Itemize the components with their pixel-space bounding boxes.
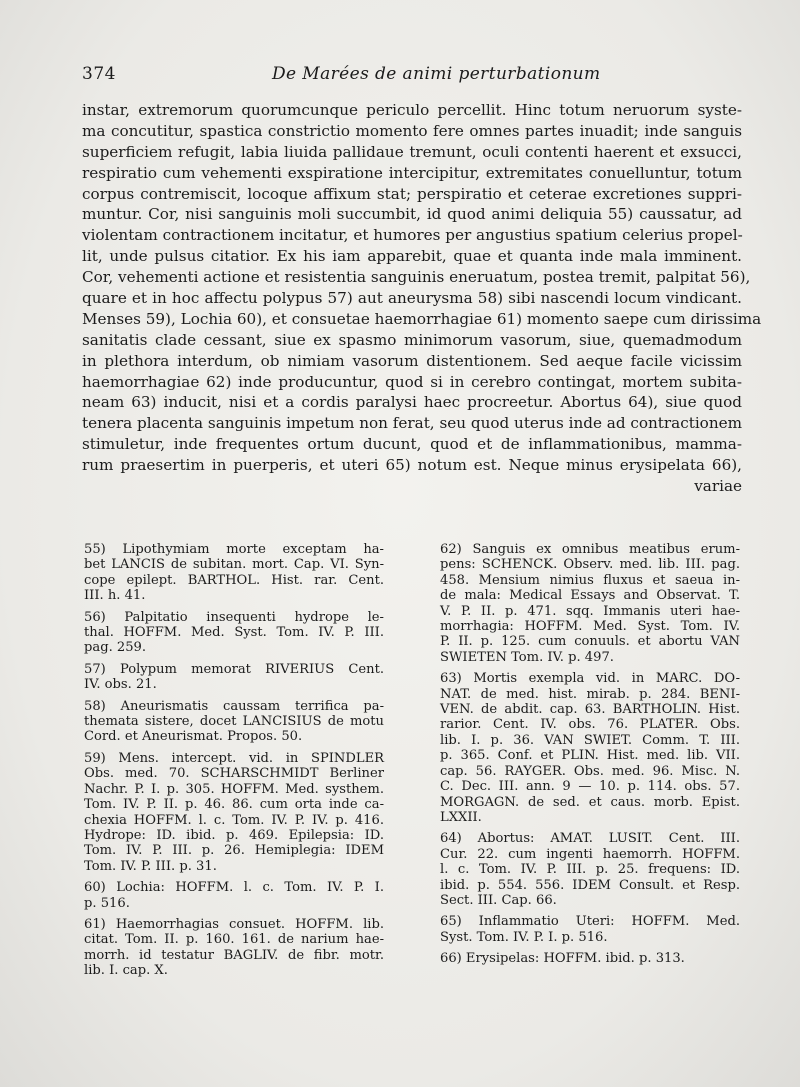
footnote-line: 59) Mens. intercept. vid. in SPINDLER [84, 750, 384, 766]
footnote-line: Syst. Tom. IV. P. I. p. 516. [440, 929, 608, 945]
footnote-line: C. Dec. III. ann. 9 — 10. p. 114. obs. 57. [440, 779, 740, 795]
footnote [440, 951, 740, 966]
footnotes-right-column [440, 542, 740, 973]
footnote-line: Cur. 22. cum ingenti haemorrh. HOFFM. [440, 846, 740, 862]
footnote [84, 662, 384, 693]
footnote-line: 55) Lipothymiam morte exceptam ha- [84, 542, 384, 557]
footnote-line: de mala: Medical Essays and Observat. T. [440, 588, 740, 604]
footnote-line: p. 365. Conf. et PLIN. Hist. med. lib. VII. [440, 748, 740, 764]
footnote-line: Cord. et Aneurismat. Propos. 50. [84, 729, 303, 745]
text-line: sanitatis clade cessant, siue ex spasmo minimorum vasorum, siue, quemadmodum [82, 330, 742, 349]
text-line: stimuletur, inde frequentes ortum ducunt, quod et de inflammationibus, mamma- [82, 435, 742, 454]
footnote-line: LXXII. [440, 809, 482, 825]
footnote-line: l. c. Tom. IV. P. III. p. 25. frequens: ID. [440, 862, 740, 878]
footnote-line: p. 516. [84, 895, 130, 911]
text-line: rum praesertim in puerperis, et uteri 65) notum est. Neque minus erysipelata 66), [82, 456, 742, 475]
text-line: quare et in hoc affectu polypus 57) aut aneurysma 58) sibi nascendi locum vindicant. [82, 289, 742, 308]
footnote-line: 66) Erysipelas: HOFFM. ibid. p. 313. [440, 951, 685, 967]
main-text [82, 100, 762, 497]
text-line: lit, unde pulsus citatior. Ex his iam apparebit, quae et quanta inde mala imminent. [82, 247, 742, 266]
footnote-line: P. II. p. 125. cum conuuls. et abortu VAN [440, 634, 740, 650]
text-line: violentam contractionem incitatur, et humores per angustius spatium celerius propel- [82, 226, 743, 245]
footnote-line: V. P. II. p. 471. sqq. Immanis uteri hae- [440, 603, 740, 619]
footnote-line: lib. I. p. 36. VAN SWIET. Comm. T. III. [440, 732, 740, 748]
text-line: tenera placenta sanguinis impetum non ferat, seu quod uterus inde ad contractionem [82, 414, 742, 433]
running-head [82, 64, 742, 88]
footnote-line: 64) Abortus: AMAT. LUSIT. Cent. III. [440, 831, 740, 847]
footnote-line: chexia HOFFM. l. c. Tom. IV. P. IV. p. 416. [84, 812, 384, 828]
footnote-line: themata sistere, docet LANCISIUS de motu [84, 714, 384, 730]
footnote-line: VEN. de abdit. cap. 63. BARTHOLIN. Hist. [440, 702, 740, 718]
footnote-line: Tom. IV. P. III. p. 31. [84, 858, 217, 874]
footnote-line: thal. HOFFM. Med. Syst. Tom. IV. P. III. [84, 625, 384, 641]
footnote-line: 57) Polypum memorat RIVERIUS Cent. [84, 661, 384, 677]
footnote-line: MORGAGN. de sed. et caus. morb. Epist. [440, 794, 740, 810]
footnote-line: morrh. id testatur BAGLIV. de fibr. motr. [84, 947, 384, 963]
footnote [440, 671, 740, 825]
footnote-line: cope epilept. BARTHOL. Hist. rar. Cent. [84, 572, 384, 588]
footnote-line: cap. 56. RAYGER. Obs. med. 96. Misc. N. [440, 763, 740, 779]
text-line: neam 63) inducit, nisi et a cordis paralysi haec procreetur. Abortus 64), siue quod [82, 393, 742, 412]
footnote-line: 60) Lochia: HOFFM. l. c. Tom. IV. P. I. [84, 880, 384, 896]
footnote-line: Tom. IV. P. II. p. 46. 86. cum orta inde ca- [84, 797, 384, 813]
text-line: superficiem refugit, labia liuida pallidaue tremunt, oculi contenti haerent et exsucci, [82, 142, 742, 161]
footnote [440, 914, 740, 945]
footnote-line: 458. Mensium nimius fluxus et saeua in- [440, 572, 740, 588]
footnote-line: pens: SCHENCK. Observ. med. lib. III. pag. [440, 557, 740, 573]
footnote [84, 751, 384, 874]
footnote-line: 65) Inflammatio Uteri: HOFFM. Med. [440, 914, 740, 930]
footnote-line: Obs. med. 70. SCHARSCHMIDT Berliner [84, 766, 384, 782]
footnote-line: 63) Mortis exempla vid. in MARC. DO- [440, 671, 740, 687]
text-line: in plethora interdum, ob nimiam vasorum distentionem. Sed aeque facile vicissim [82, 351, 742, 370]
page-number: 374 [82, 64, 116, 84]
footnote-line: lib. I. cap. X. [84, 963, 168, 979]
footnote-line: 62) Sanguis ex omnibus meatibus erum- [440, 542, 740, 557]
footnote-line: IV. obs. 21. [84, 677, 157, 693]
text-line: instar, extremorum quorumcunque periculo percellit. Hinc totum neruorum syste- [82, 101, 742, 119]
footnote [84, 880, 384, 911]
text-line: ma concutitur, spastica constrictio momento fere omnes partes inuadit; inde sanguis [82, 121, 742, 140]
footnote [84, 699, 384, 745]
footnote-line: SWIETEN Tom. IV. p. 497. [440, 649, 614, 665]
footnote-line: Tom. IV. P. III. p. 26. Hemiplegia: IDEM [84, 843, 384, 859]
text-line: Cor, vehementi actione et resistentia sanguinis eneruatum, postea tremit, palpitat 56), [82, 268, 751, 287]
footnote-line: III. h. 41. [84, 588, 146, 604]
footnote [84, 610, 384, 656]
footnote-line: 61) Haemorrhagias consuet. HOFFM. lib. [84, 916, 384, 932]
footnote-line: 56) Palpitatio insequenti hydrope le- [84, 609, 384, 625]
footnote-line: ibid. p. 554. 556. IDEM Consult. et Resp. [440, 877, 740, 893]
footnote-line: Hydrope: ID. ibid. p. 469. Epilepsia: ID. [84, 827, 384, 843]
footnote-line: citat. Tom. II. p. 160. 161. de narium hae- [84, 932, 384, 948]
footnote-line: pag. 259. [84, 640, 147, 656]
footnote-line: rarior. Cent. IV. obs. 76. PLATER. Obs. [440, 717, 740, 733]
footnote [440, 831, 740, 908]
footnote [440, 542, 740, 665]
text-line: variae [694, 477, 742, 496]
footnote-line: bet LANCIS de subitan. mort. Cap. VI. Syn- [84, 557, 384, 573]
text-line: muntur. Cor, nisi sanguinis moli succumbit, id quod animi deliquia 55) caussatur, ad [82, 205, 742, 224]
footnote-line: NAT. de med. hist. mirab. p. 284. BENI- [440, 686, 740, 702]
running-title: De Marées de animi perturbationum [272, 64, 601, 84]
text-line: respiratio cum vehementi exspiratione intercipitur, extremitates conuelluntur, totum [82, 163, 742, 182]
text-line: corpus contremiscit, locoque affixum stat; perspiratio et ceterae excretiones suppri- [82, 184, 742, 203]
footnote-line: Sect. III. Cap. 66. [440, 892, 557, 908]
footnote [84, 542, 384, 604]
footnote-line: 58) Aneurismatis caussam terrifica pa- [84, 698, 384, 714]
footnote-line: morrhagia: HOFFM. Med. Syst. Tom. IV. [440, 619, 740, 635]
text-line: haemorrhagiae 62) inde producuntur, quod si in cerebro contingat, mortem subita- [82, 372, 742, 391]
footnote [84, 917, 384, 979]
text-line: Menses 59), Lochia 60), et consuetae haemorrhagiae 61) momento saepe cum dirissima [82, 309, 762, 328]
footnotes-left-column [84, 542, 384, 985]
footnote-line: Nachr. P. I. p. 305. HOFFM. Med. systhem. [84, 781, 384, 797]
